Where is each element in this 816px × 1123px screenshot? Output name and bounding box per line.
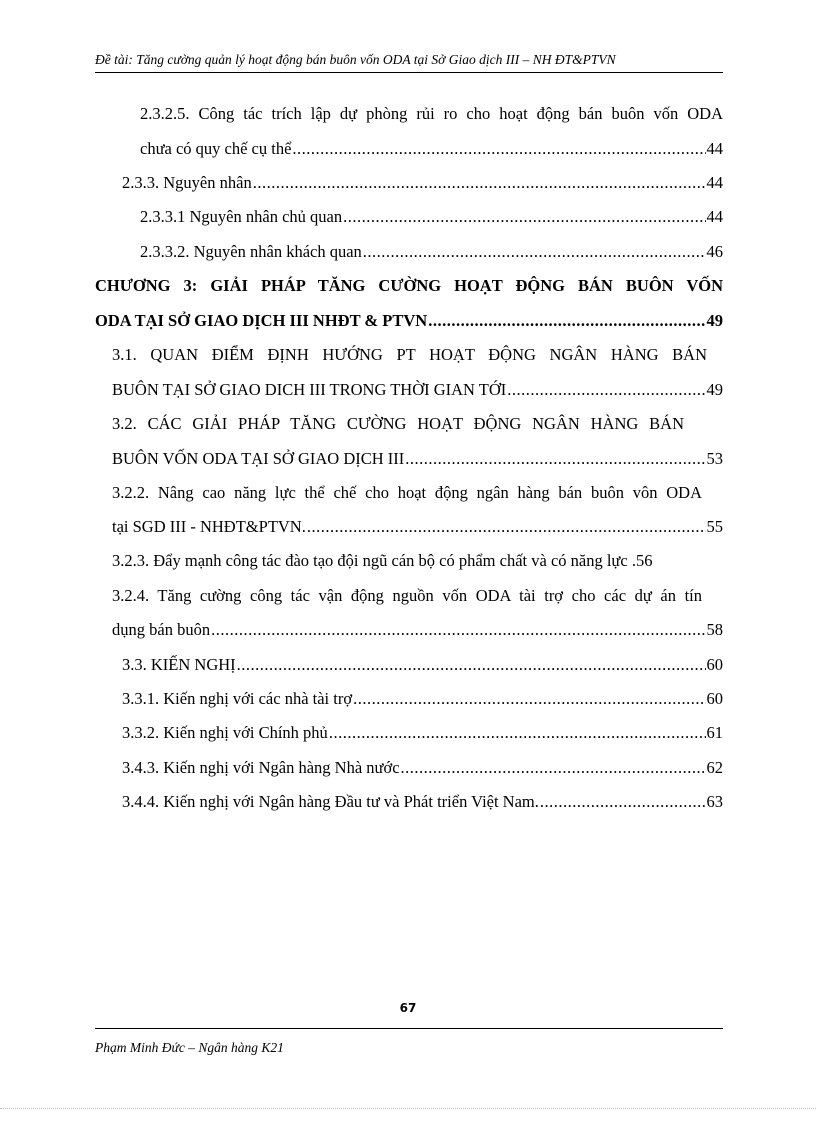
running-header: Đề tài: Tăng cường quản lý hoạt động bán buôn vốn ODA tại Sở Giao dịch III – NH ĐT&PTVN [95, 52, 616, 67]
toc-entry[interactable]: 2.3.3.1 Nguyên nhân chủ quan ..... 44 [140, 207, 723, 227]
page-number: 67 [399, 1001, 417, 1015]
toc-entry[interactable]: 3.3.2. Kiến nghị với Chính phủ ..... 61 [122, 723, 723, 743]
toc-entry-line1[interactable]: 3.2.2. Nâng cao năng lực thể chế cho hoạt động ngân hàng bán buôn vôn ODA [112, 483, 702, 502]
toc-entry[interactable]: dụng bán buôn ..... 58 [112, 620, 723, 640]
header-rule [95, 72, 723, 73]
toc-entry-line1[interactable]: 2.3.2.5. Công tác trích lập dự phòng rủi ro cho hoạt động bán buôn vốn ODA [140, 104, 723, 123]
toc-entry-line1[interactable]: 3.2. CÁC GIẢI PHÁP TĂNG CƯỜNG HOẠT ĐỘNG NGÂN HÀNG BÁN [112, 414, 684, 433]
toc-entry-line1[interactable]: 3.1. QUAN ĐIỂM ĐỊNH HƯỚNG PT HOẠT ĐỘNG NGÂN HÀNG BÁN [112, 345, 707, 364]
toc-entry[interactable]: BUÔN TẠI SỞ GIAO DICH III TRONG THỜI GIAN TỚI ..... 49 [112, 380, 723, 400]
toc-entry[interactable]: BUÔN VỐN ODA TẠI SỞ GIAO DỊCH III ..... 53 [112, 449, 723, 469]
toc-entry[interactable]: tại SGD III - NHĐT&PTVN. ..... 55 [112, 517, 723, 537]
toc-chapter[interactable]: ODA TẠI SỞ GIAO DỊCH III NHĐT & PTVN ..... 49 [95, 311, 723, 331]
toc-entry[interactable]: 3.3. KIẾN NGHỊ ..... 60 [122, 655, 723, 675]
toc-entry[interactable]: 3.3.1. Kiến nghị với các nhà tài trợ ..... 60 [122, 689, 723, 709]
toc-chapter-line1[interactable]: CHƯƠNG 3: GIẢI PHÁP TĂNG CƯỜNG HOẠT ĐỘNG BÁN BUÔN VỐN [95, 276, 723, 295]
toc-entry[interactable]: 2.3.3. Nguyên nhân ..... 44 [122, 173, 723, 193]
page-bottom-border [0, 1108, 816, 1109]
toc-entry[interactable]: 3.2.3. Đẩy mạnh công tác đào tạo đội ngũ cán bộ có phẩm chất và có năng lực . 56 [112, 551, 653, 570]
toc-entry[interactable]: 3.4.4. Kiến nghị với Ngân hàng Đầu tư và Phát triển Việt Nam. ..... 63 [122, 792, 723, 812]
toc-entry[interactable]: chưa có quy chế cụ thể ..... 44 [140, 139, 723, 159]
footer-rule [95, 1028, 723, 1029]
running-footer: Phạm Minh Đức – Ngân hàng K21 [95, 1040, 284, 1055]
toc-entry[interactable]: 2.3.3.2. Nguyên nhân khách quan ..... 46 [140, 242, 723, 262]
toc-entry[interactable]: 3.4.3. Kiến nghị với Ngân hàng Nhà nước ..... 62 [122, 758, 723, 778]
toc-entry-line1[interactable]: 3.2.4. Tăng cường công tác vận động nguồn vốn ODA tài trợ cho các dự án tín [112, 586, 702, 605]
